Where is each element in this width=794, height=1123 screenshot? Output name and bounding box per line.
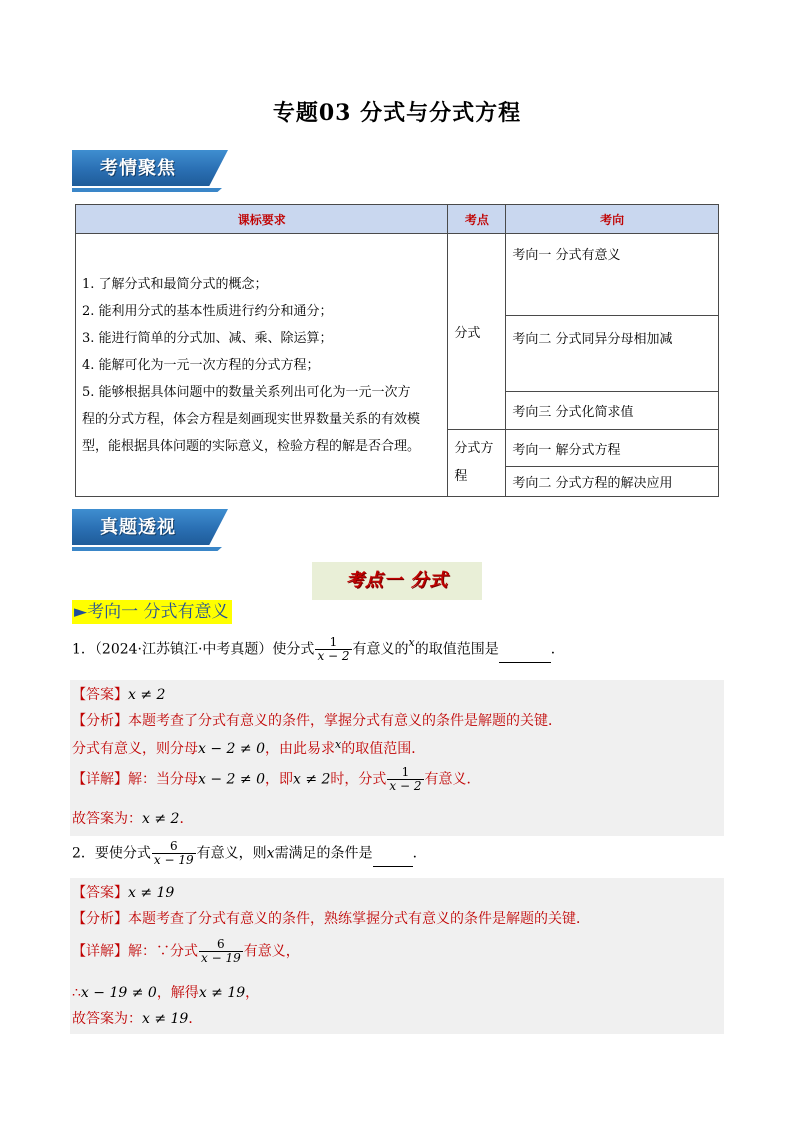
final-text: ． xyxy=(188,1011,203,1027)
math-expression: x ≠ 19 xyxy=(198,985,246,1001)
answer-blank xyxy=(373,852,413,867)
table-header-kebiao: 课标要求 xyxy=(76,205,448,234)
question-1 xyxy=(72,636,565,663)
fraction-denominator: x − 2 xyxy=(389,779,422,793)
fraction xyxy=(199,938,243,965)
detail-text: 有意义． xyxy=(424,771,481,788)
fraction-numerator: 6 xyxy=(217,937,225,951)
detail-tag: 【详解】 xyxy=(72,943,128,960)
detail-line xyxy=(72,766,481,793)
analysis-line xyxy=(72,908,590,928)
answer-value: x ≠ 2 xyxy=(128,687,166,703)
fraction-denominator: x − 2 xyxy=(317,649,350,663)
detail-text: 解：当分母 xyxy=(128,771,198,788)
section-banner-kaoqing xyxy=(72,150,228,192)
detail-text: ，即 xyxy=(264,771,293,788)
analysis-text: ，由此易求 xyxy=(264,741,335,757)
answer-blank xyxy=(499,648,551,663)
fraction-numerator: 6 xyxy=(169,839,178,853)
step-line xyxy=(72,982,259,1002)
analysis-tag: 【分析】 xyxy=(72,713,128,729)
analysis-text: 分式有意义，则分母 xyxy=(72,741,198,757)
math-expression: x − 19 ≠ 0 xyxy=(80,985,157,1001)
question-text: 2．要使分式 xyxy=(72,845,151,862)
step-text: ，解得 xyxy=(156,985,199,1001)
question-2 xyxy=(72,840,427,867)
variable: x xyxy=(408,636,415,649)
fraction xyxy=(387,766,423,793)
requirement-item: 程的分式方程，体会方程是刻画现实世界数量关系的有效模 xyxy=(82,411,421,427)
kaodian-label-line: 程 xyxy=(454,469,468,484)
kaodian-banner-label: 考点一 分式 xyxy=(345,570,449,591)
answer-tag: 【答案】 xyxy=(72,885,128,901)
question-text: ． xyxy=(412,845,427,862)
answer-value: x ≠ 19 xyxy=(128,885,175,901)
detail-line xyxy=(72,938,300,965)
kaodian-banner xyxy=(312,562,482,600)
banner-label: 真题透视 xyxy=(100,517,176,538)
answer-line xyxy=(72,882,174,902)
analysis-tag: 【分析】 xyxy=(72,911,128,927)
requirements-table xyxy=(75,204,719,497)
section-banner-zhenti xyxy=(72,509,228,551)
banner-stripe xyxy=(72,547,222,551)
requirement-item: 1. 了解分式和最简分式的概念； xyxy=(82,276,268,292)
analysis-line-2 xyxy=(72,738,425,758)
fraction-numerator: 1 xyxy=(401,765,410,779)
variable: x xyxy=(266,845,275,862)
question-text: 有意义的 xyxy=(352,641,409,658)
analysis-line xyxy=(72,710,562,730)
direction-cell: 考向二 分式同异分母相加减 xyxy=(506,316,719,392)
final-answer-line xyxy=(72,808,193,828)
requirement-item: 2. 能利用分式的基本性质进行约分和通分； xyxy=(82,303,333,319)
detail-text: 有意义， xyxy=(243,943,300,960)
direction-cell: 考向三 分式化简求值 xyxy=(506,392,719,430)
table-header-kaoxiang: 考向 xyxy=(506,205,719,234)
page-title: 专题03 分式与分式方程 xyxy=(272,100,522,126)
final-text: ． xyxy=(179,811,194,827)
banner-label: 考情聚焦 xyxy=(100,158,176,179)
requirement-item: 4. 能解可化为一元一次方程的分式方程； xyxy=(82,357,320,373)
math-expression: x − 2 ≠ 0 xyxy=(198,741,265,757)
direction-cell: 考向一 解分式方程 xyxy=(506,430,719,467)
direction-cell: 考向二 分式方程的解决应用 xyxy=(506,467,719,497)
final-text: 故答案为： xyxy=(72,811,142,827)
math-expression: x ≠ 19 xyxy=(142,1011,189,1027)
variable: x xyxy=(334,738,342,751)
question-text: 1．（2024·江苏镇江·中考真题）使分式 xyxy=(72,641,315,658)
question-text: 有意义，则 xyxy=(196,845,267,862)
kaodian-cell-fenshifangcheng xyxy=(448,430,506,497)
math-expression: x ≠ 2 xyxy=(292,771,331,788)
math-expression: x ≠ 2 xyxy=(142,811,180,827)
math-expression: x − 2 ≠ 0 xyxy=(198,771,265,788)
fraction-numerator: 1 xyxy=(329,635,338,649)
question-text: ． xyxy=(550,641,565,658)
requirement-item: 5. 能够根据具体问题中的数量关系列出可化为一元一次方 xyxy=(82,384,411,400)
fraction-denominator: x − 19 xyxy=(201,951,241,965)
requirement-item: 型，能根据具体问题的实际意义，检验方程的解是否合理。 xyxy=(82,438,421,454)
kaodian-cell-fenshi: 分式 xyxy=(448,234,506,430)
requirements-cell xyxy=(76,234,448,497)
final-answer-line xyxy=(72,1008,202,1028)
question-text: 需满足的条件是 xyxy=(274,845,373,862)
analysis-text: 本题考查了分式有意义的条件，掌握分式有意义的条件是解题的关键． xyxy=(128,713,562,729)
direction-heading: ►考向一 分式有意义 xyxy=(72,600,232,624)
fraction xyxy=(152,840,196,867)
direction-cell: 考向一 分式有意义 xyxy=(506,234,719,316)
answer-line xyxy=(72,684,165,704)
banner-stripe xyxy=(72,188,222,192)
step-text: ， xyxy=(245,985,260,1001)
step-text: ∴ xyxy=(72,985,81,1001)
kaodian-label-line: 分式方 xyxy=(454,441,494,456)
detail-text: 解：∵分式 xyxy=(128,943,198,960)
table-header-kaodian: 考点 xyxy=(448,205,506,234)
detail-text: 时，分式 xyxy=(330,771,387,788)
question-text: 的取值范围是 xyxy=(414,641,499,658)
final-text: 故答案为： xyxy=(72,1011,142,1027)
requirement-item: 3. 能进行简单的分式加、减、乘、除运算； xyxy=(82,330,333,346)
analysis-text: 本题考查了分式有意义的条件，熟练掌握分式有意义的条件是解题的关键． xyxy=(128,911,590,927)
fraction-denominator: x − 19 xyxy=(153,853,194,867)
fraction xyxy=(315,636,351,663)
answer-tag: 【答案】 xyxy=(72,687,128,703)
analysis-text: 的取值范围． xyxy=(341,741,426,757)
detail-tag: 【详解】 xyxy=(72,771,128,788)
